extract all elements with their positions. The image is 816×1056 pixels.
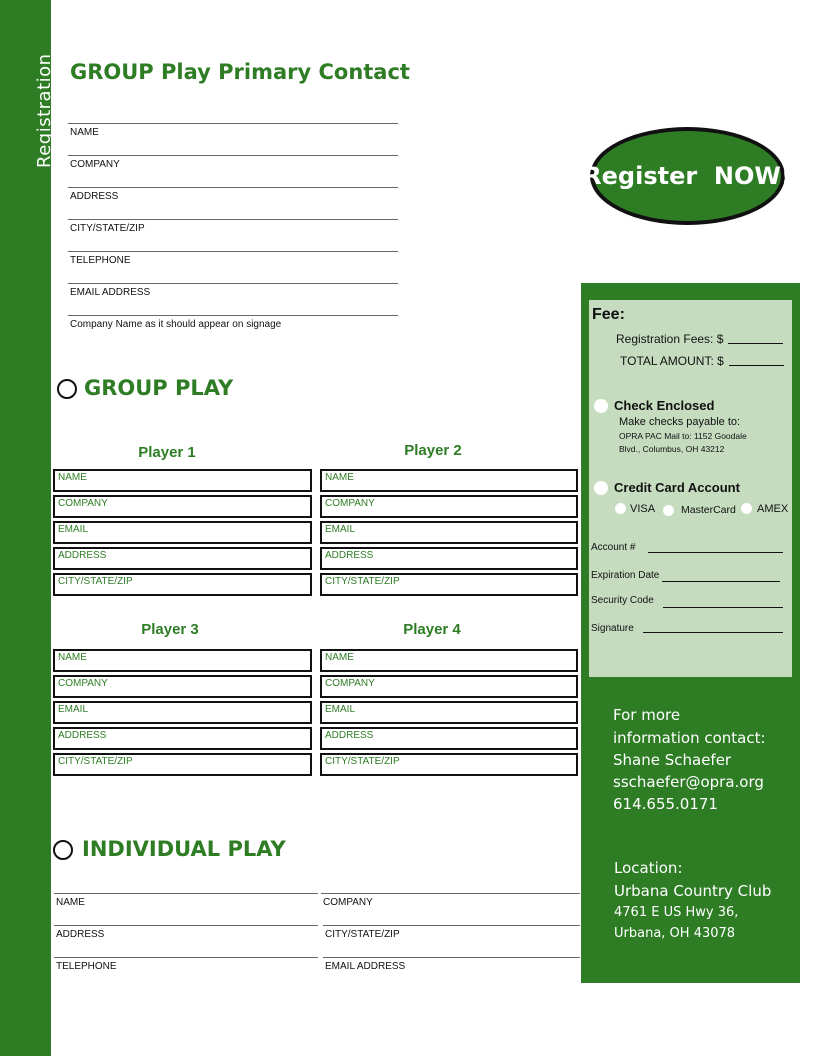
sidebar bbox=[0, 0, 55, 1056]
box-label: CITY/STATE/ZIP bbox=[325, 576, 400, 587]
expiration-label: Expiration Date bbox=[591, 570, 660, 581]
field-label: Company Name as it should appear on signage bbox=[70, 319, 282, 330]
player-2-title: Player 2 bbox=[404, 442, 462, 459]
player-1-company-box[interactable] bbox=[53, 495, 312, 518]
field-label: NAME bbox=[70, 127, 99, 138]
registration-fees-line[interactable] bbox=[728, 343, 783, 344]
box-label: COMPANY bbox=[325, 678, 375, 689]
primary-email-field[interactable] bbox=[68, 283, 398, 305]
individual-play-radio[interactable] bbox=[53, 840, 73, 860]
primary-city-field[interactable] bbox=[68, 219, 398, 241]
signature-line[interactable] bbox=[643, 632, 783, 633]
payable-to-label: Make checks payable to: bbox=[619, 416, 741, 428]
box-label: ADDRESS bbox=[58, 730, 107, 741]
box-label: ADDRESS bbox=[325, 550, 374, 561]
mail-line-2: Blvd., Columbus, OH 43212 bbox=[619, 444, 725, 454]
individual-email-field[interactable] bbox=[323, 957, 580, 979]
check-enclosed-radio[interactable] bbox=[594, 399, 608, 413]
credit-card-radio[interactable] bbox=[594, 481, 608, 495]
individual-city-field[interactable] bbox=[323, 925, 580, 947]
player-4-name-box[interactable] bbox=[320, 649, 578, 672]
field-label: CITY/STATE/ZIP bbox=[325, 929, 400, 940]
box-label: CITY/STATE/ZIP bbox=[58, 756, 133, 767]
check-enclosed-label: Check Enclosed bbox=[614, 398, 715, 413]
box-label: EMAIL bbox=[58, 704, 89, 715]
box-label: EMAIL bbox=[325, 704, 356, 715]
player-1-city-box[interactable] bbox=[53, 573, 312, 596]
field-label: CITY/STATE/ZIP bbox=[70, 223, 145, 234]
primary-company-field[interactable] bbox=[68, 155, 398, 177]
box-label: CITY/STATE/ZIP bbox=[58, 576, 133, 587]
account-line[interactable] bbox=[648, 552, 783, 553]
player-3-address-box[interactable] bbox=[53, 727, 312, 750]
contact-email[interactable]: sschaefer@opra.org bbox=[613, 773, 764, 791]
total-amount-line[interactable] bbox=[729, 365, 784, 366]
player-4-title: Player 4 bbox=[403, 621, 461, 638]
location-venue: Urbana Country Club bbox=[614, 882, 772, 900]
player-1-address-box[interactable] bbox=[53, 547, 312, 570]
primary-contact-heading: GROUP Play Primary Contact bbox=[70, 60, 410, 84]
player-2-name-box[interactable] bbox=[320, 469, 578, 492]
box-label: NAME bbox=[325, 652, 354, 663]
contact-line-2: information contact: bbox=[613, 729, 766, 747]
primary-address-field[interactable] bbox=[68, 187, 398, 209]
player-3-title: Player 3 bbox=[141, 621, 199, 638]
mastercard-label: MasterCard bbox=[681, 504, 736, 516]
account-label: Account # bbox=[591, 542, 636, 553]
individual-telephone-field[interactable] bbox=[54, 957, 318, 979]
player-2-company-box[interactable] bbox=[320, 495, 578, 518]
box-label: NAME bbox=[325, 472, 354, 483]
player-1-name-box[interactable] bbox=[53, 469, 312, 492]
player-4-city-box[interactable] bbox=[320, 753, 578, 776]
registration-fees-label: Registration Fees: $ bbox=[616, 332, 724, 346]
box-label: COMPANY bbox=[58, 498, 108, 509]
box-label: NAME bbox=[58, 652, 87, 663]
register-now-button[interactable] bbox=[583, 127, 792, 225]
primary-telephone-field[interactable] bbox=[68, 251, 398, 273]
contact-phone: 614.655.0171 bbox=[613, 795, 718, 813]
field-label: ADDRESS bbox=[70, 191, 119, 202]
contact-name: Shane Schaefer bbox=[613, 751, 732, 769]
player-3-email-box[interactable] bbox=[53, 701, 312, 724]
player-3-company-box[interactable] bbox=[53, 675, 312, 698]
group-play-heading: GROUP PLAY bbox=[84, 376, 234, 400]
field-label: NAME bbox=[56, 897, 85, 908]
expiration-line[interactable] bbox=[662, 581, 780, 582]
player-4-email-box[interactable] bbox=[320, 701, 578, 724]
contact-line-1: For more bbox=[613, 706, 681, 724]
player-2-email-box[interactable] bbox=[320, 521, 578, 544]
box-label: ADDRESS bbox=[325, 730, 374, 741]
box-label: COMPANY bbox=[325, 498, 375, 509]
amex-radio[interactable] bbox=[741, 503, 752, 514]
total-amount-label: TOTAL AMOUNT: $ bbox=[620, 354, 724, 368]
security-label: Security Code bbox=[591, 595, 654, 606]
mastercard-radio[interactable] bbox=[663, 505, 674, 516]
amex-label: AMEX bbox=[757, 503, 789, 515]
field-label: COMPANY bbox=[70, 159, 120, 170]
register-now-label: Register NOW! bbox=[583, 162, 792, 190]
field-label: EMAIL ADDRESS bbox=[325, 961, 406, 972]
box-label: EMAIL bbox=[58, 524, 89, 535]
player-4-address-box[interactable] bbox=[320, 727, 578, 750]
box-label: NAME bbox=[58, 472, 87, 483]
fee-title: Fee: bbox=[592, 306, 625, 323]
field-label: TELEPHONE bbox=[70, 255, 131, 266]
primary-name-field[interactable] bbox=[68, 123, 398, 145]
player-1-email-box[interactable] bbox=[53, 521, 312, 544]
box-label: CITY/STATE/ZIP bbox=[325, 756, 400, 767]
box-label: ADDRESS bbox=[58, 550, 107, 561]
security-line[interactable] bbox=[663, 607, 783, 608]
individual-name-field[interactable] bbox=[54, 893, 318, 915]
box-label: COMPANY bbox=[58, 678, 108, 689]
player-4-company-box[interactable] bbox=[320, 675, 578, 698]
credit-card-label: Credit Card Account bbox=[614, 480, 740, 495]
location-address-1: 4761 E US Hwy 36, bbox=[614, 905, 739, 920]
individual-address-field[interactable] bbox=[54, 925, 318, 947]
player-3-name-box[interactable] bbox=[53, 649, 312, 672]
player-2-city-box[interactable] bbox=[320, 573, 578, 596]
primary-signage-field[interactable] bbox=[68, 315, 398, 337]
location-label: Location: bbox=[614, 859, 683, 877]
sidebar-label: Registration bbox=[34, 53, 55, 168]
visa-radio[interactable] bbox=[615, 503, 626, 514]
individual-play-heading: INDIVIDUAL PLAY bbox=[82, 837, 286, 861]
field-label: EMAIL ADDRESS bbox=[70, 287, 151, 298]
player-3-city-box[interactable] bbox=[53, 753, 312, 776]
signature-label: Signature bbox=[591, 623, 634, 634]
player-2-address-box[interactable] bbox=[320, 547, 578, 570]
box-label: EMAIL bbox=[325, 524, 356, 535]
field-label: TELEPHONE bbox=[56, 961, 117, 972]
individual-company-field[interactable] bbox=[321, 893, 580, 915]
visa-label: VISA bbox=[630, 503, 656, 515]
mail-line-1: OPRA PAC Mail to: 1152 Goodale bbox=[619, 431, 747, 441]
group-play-radio[interactable] bbox=[57, 379, 77, 399]
player-1-title: Player 1 bbox=[138, 444, 196, 461]
location-address-2: Urbana, OH 43078 bbox=[614, 926, 736, 941]
field-label: ADDRESS bbox=[56, 929, 105, 940]
field-label: COMPANY bbox=[323, 897, 373, 908]
